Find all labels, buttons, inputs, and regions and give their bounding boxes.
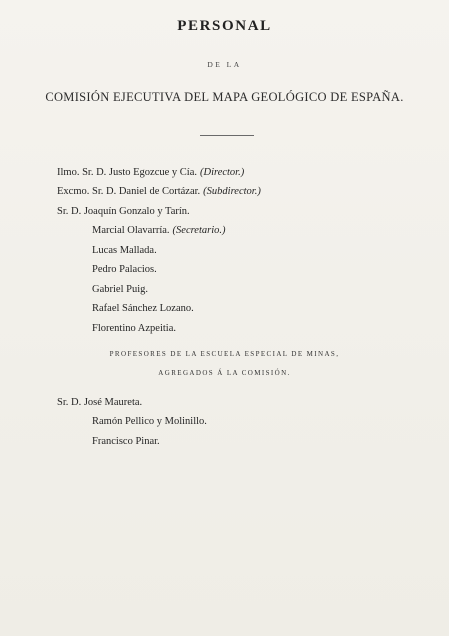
personnel-line xyxy=(57,206,190,218)
personnel-role: (Secretario.) xyxy=(172,225,226,236)
personnel-line xyxy=(92,323,176,335)
commission-subtitle: COMISIÓN EJECUTIVA DEL MAPA GEOLÓGICO DE ESPAÑA. xyxy=(45,90,404,104)
personnel-line xyxy=(92,264,157,276)
personnel-line xyxy=(57,186,261,198)
personnel-line xyxy=(92,225,226,237)
personnel-name: Gabriel Puig. xyxy=(92,284,148,295)
de-la-text: DE LA xyxy=(207,60,242,69)
professor-name: Francisco Pinar. xyxy=(92,436,160,447)
professor-name: Sr. D. José Maureta. xyxy=(57,397,143,408)
personnel-name: Excmo. Sr. D. Daniel de Cortázar. xyxy=(57,186,201,197)
personnel-line xyxy=(92,245,157,257)
professor-line xyxy=(92,436,160,448)
professors-heading-line2: AGREGADOS Á LA COMISIÓN. xyxy=(158,369,291,377)
professor-line xyxy=(57,397,142,409)
divider-rule xyxy=(200,135,254,136)
professor-line xyxy=(92,416,207,428)
personnel-name: Sr. D. Joaquín Gonzalo y Tarín. xyxy=(57,206,190,217)
personnel-name: Ilmo. Sr. D. Justo Egozcue y Cía. xyxy=(57,167,197,178)
page-title: PERSONAL xyxy=(177,18,272,34)
personnel-line xyxy=(92,284,148,296)
personnel-name: Florentino Azpeitia. xyxy=(92,323,176,334)
personnel-name: Pedro Palacios. xyxy=(92,264,157,275)
personnel-name: Marcial Olavarría. xyxy=(92,225,170,236)
personnel-role: (Director.) xyxy=(200,167,245,178)
professors-heading-line1: PROFESORES DE LA ESCUELA ESPECIAL DE MINAS, xyxy=(109,350,340,358)
personnel-name: Rafael Sánchez Lozano. xyxy=(92,303,194,314)
professor-name: Ramón Pellico y Molinillo. xyxy=(92,416,207,427)
personnel-line xyxy=(57,167,244,179)
personnel-name: Lucas Mallada. xyxy=(92,245,157,256)
personnel-role: (Subdirector.) xyxy=(203,186,261,197)
personnel-line xyxy=(92,303,194,315)
